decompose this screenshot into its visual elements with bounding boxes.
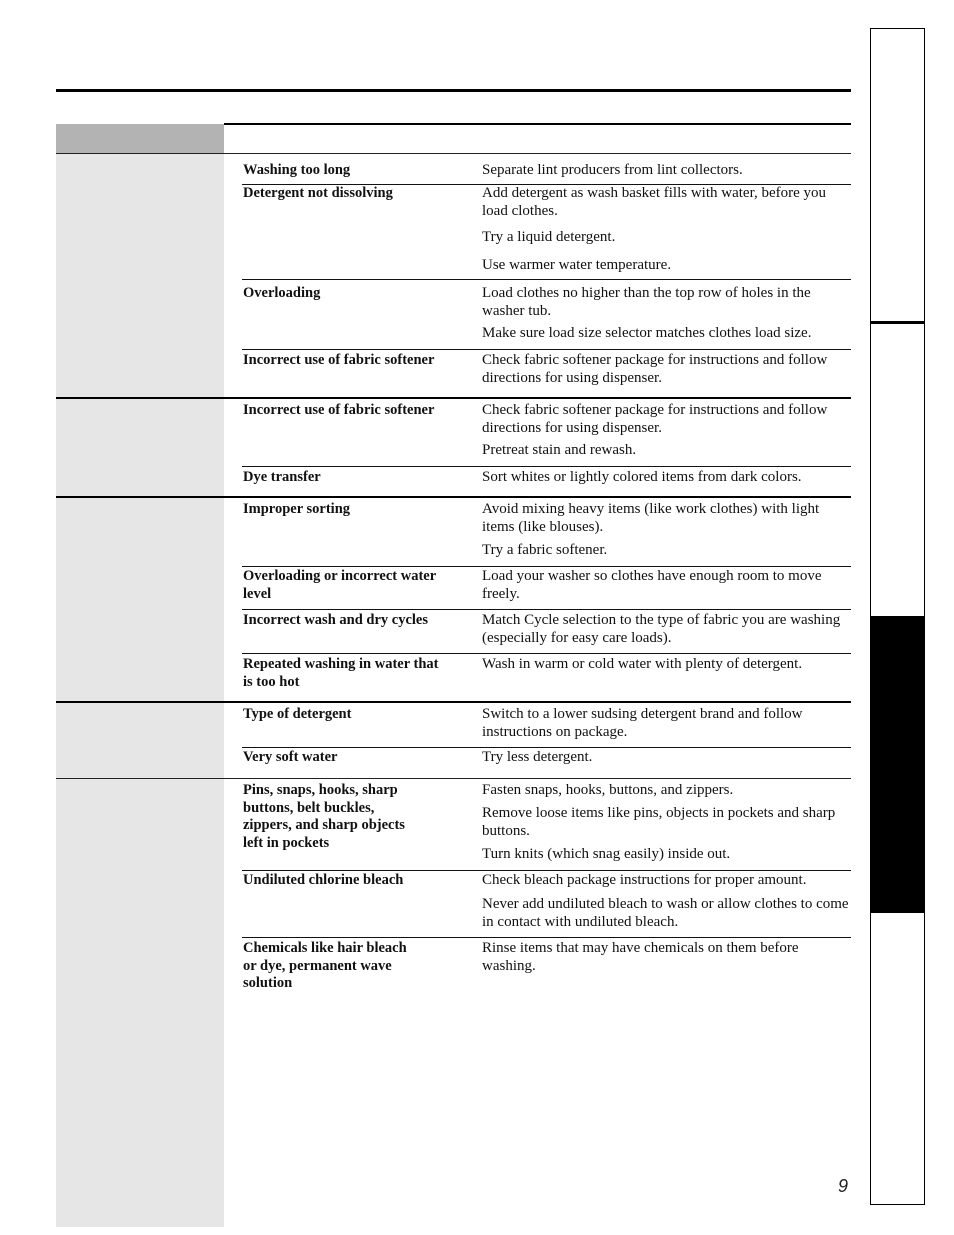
fix-text: Try less detergent. bbox=[482, 749, 593, 765]
row-divider bbox=[242, 609, 851, 610]
cause-fabric-softener: Incorrect use of fabric softener bbox=[243, 402, 435, 418]
row-divider bbox=[242, 937, 851, 938]
fix-text: Make sure load size selector matches clothes load size. bbox=[482, 325, 812, 341]
fix-text: Fasten snaps, hooks, buttons, and zippers. bbox=[482, 782, 734, 798]
fix-text: Rinse items that may have chemicals on them before washing. bbox=[482, 940, 799, 974]
cause-very-soft-water: Very soft water bbox=[243, 749, 338, 765]
fix-text: Separate lint producers from lint collectors. bbox=[482, 162, 743, 178]
section-tab-divider bbox=[870, 321, 925, 324]
fix-text: Check bleach package instructions for proper amount. bbox=[482, 872, 807, 888]
row-divider bbox=[242, 466, 851, 467]
section-divider bbox=[56, 496, 851, 498]
section-divider bbox=[56, 778, 851, 779]
table-header-rule bbox=[224, 123, 851, 125]
fix-text: Never add undiluted bleach to wash or allow clothes to come in contact with undiluted bleach. bbox=[482, 896, 849, 930]
problem-column bbox=[56, 124, 224, 1227]
row-divider bbox=[242, 653, 851, 654]
row-divider bbox=[242, 747, 851, 748]
row-divider bbox=[242, 566, 851, 567]
fix-text: Turn knits (which snag easily) inside out. bbox=[482, 846, 731, 862]
fix-text: Try a fabric softener. bbox=[482, 542, 608, 558]
cause-overloading: Overloading bbox=[243, 285, 321, 301]
cause-fabric-softener: Incorrect use of fabric softener bbox=[243, 352, 435, 368]
fix-text: Switch to a lower sudsing detergent brand and follow instructions on package. bbox=[482, 706, 803, 740]
row-divider bbox=[242, 279, 851, 280]
fix-text: Use warmer water temperature. bbox=[482, 257, 672, 273]
section-divider bbox=[56, 397, 851, 399]
fix-text: Remove loose items like pins, objects in pockets and sharp buttons. bbox=[482, 805, 836, 839]
cause-detergent-not-dissolving: Detergent not dissolving bbox=[243, 185, 393, 201]
cause-dye-transfer: Dye transfer bbox=[243, 469, 321, 485]
row-divider bbox=[242, 870, 851, 871]
fix-text: Check fabric softener package for instructions and follow directions for using dispenser. bbox=[482, 402, 828, 436]
fix-text: Sort whites or lightly colored items from dark colors. bbox=[482, 469, 802, 485]
cause-chemicals: Chemicals like hair bleach or dye, permanent wave solution bbox=[243, 940, 407, 991]
active-section-tab bbox=[870, 616, 925, 913]
fix-text: Load clothes no higher than the top row of holes in the washer tub. bbox=[482, 285, 811, 319]
fix-text: Wash in warm or cold water with plenty of detergent. bbox=[482, 656, 803, 672]
cause-repeated-washing: Repeated washing in water that is too hot bbox=[243, 656, 439, 690]
fix-text: Pretreat stain and rewash. bbox=[482, 442, 637, 458]
cause-wash-dry-cycles: Incorrect wash and dry cycles bbox=[243, 612, 428, 628]
section-divider bbox=[56, 153, 851, 154]
cause-washing-too-long: Washing too long bbox=[243, 162, 351, 178]
cause-improper-sorting: Improper sorting bbox=[243, 501, 351, 517]
fix-text: Check fabric softener package for instructions and follow directions for using dispenser. bbox=[482, 352, 828, 386]
fix-text: Match Cycle selection to the type of fabric you are washing (especially for easy care loads). bbox=[482, 612, 841, 646]
cause-chlorine-bleach: Undiluted chlorine bleach bbox=[243, 872, 404, 888]
cause-overloading-water-level: Overloading or incorrect water level bbox=[243, 568, 436, 602]
cause-sharp-objects: Pins, snaps, hooks, sharp buttons, belt buckles, zippers, and sharp objects left in pockets bbox=[243, 782, 405, 851]
fix-text: Try a liquid detergent. bbox=[482, 229, 616, 245]
top-rule bbox=[56, 89, 851, 92]
fix-text: Add detergent as wash basket fills with water, before you load clothes. bbox=[482, 185, 827, 219]
section-divider bbox=[56, 701, 851, 703]
table-header-cell bbox=[56, 124, 224, 153]
fix-text: Load your washer so clothes have enough room to move freely. bbox=[482, 568, 822, 602]
page-number: 9 bbox=[838, 1176, 849, 1196]
row-divider bbox=[242, 349, 851, 350]
cause-type-of-detergent: Type of detergent bbox=[243, 706, 352, 722]
fix-text: Avoid mixing heavy items (like work clothes) with light items (like blouses). bbox=[482, 501, 820, 535]
